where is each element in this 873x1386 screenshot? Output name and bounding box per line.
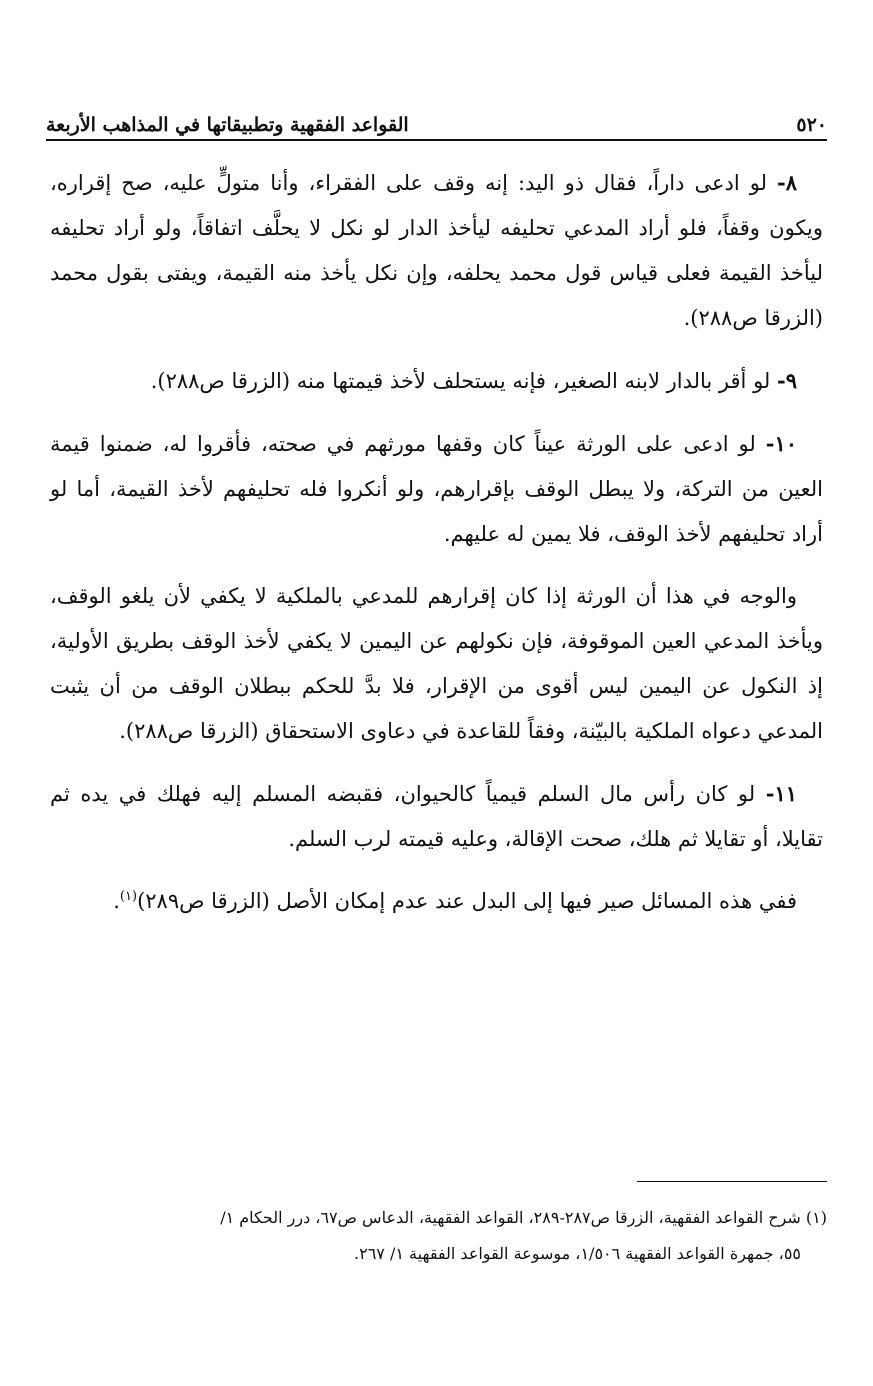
footnote-1 [46,1200,827,1236]
paragraph-9 [50,358,823,404]
paragraph-10 [50,421,823,557]
paragraph-8 [50,160,823,341]
paragraph-text: لو ادعى على الورثة عيناً كان وقفها مورثهم في صحته، فأقروا له، ضمنوا قيمة العين من التركة، ولا يبطل الوقف بإقرارهم، ولو أنكروا فله تحليفهم لأخذ القيمة، أما لو أراد تحليفهم لأخذ الوقف، فلا يمين له عليهم. [50,432,823,546]
page-number: ٥٢٠ [796,114,827,136]
paragraph-explanation [50,574,823,754]
footnote-marker: (١) [805,1208,827,1227]
book-title: القواعد الفقهية وتطبيقاتها في المذاهب الأربعة [46,114,409,136]
paragraph-conclusion [50,879,823,924]
footnote-text: ٥٥، جمهرة القواعد الفقهية ١/٥٠٦، موسوعة القواعد الفقهية ١/ ٢٦٧. [354,1244,801,1263]
paragraph-text: ففي هذه المسائل صير فيها إلى البدل عند عدم إمكان الأصل (الزرقا ص٢٨٩) [137,889,797,913]
footnote-reference[interactable]: (١) [119,889,138,904]
paragraph-text: لو كان رأس مال السلم قيمياً كالحيوان، فقبضه المسلم إليه فهلك في يده ثم تقايلا، أو تقايلا ثم هلك، صحت الإقالة، وعليه قيمته لرب السلم. [50,782,823,851]
paragraph-number: ١٠- [765,431,797,456]
running-header [46,96,827,136]
footnote-text: شرح القواعد الفقهية، الزرقا ص٢٨٧-٢٨٩، القواعد الفقهية، الدعاس ص٦٧، درر الحكام ١/ [220,1208,801,1227]
footnote-divider [637,1181,827,1182]
paragraph-number: ١١- [765,781,797,806]
footnotes [46,1200,827,1272]
paragraph-number: ٩- [777,368,797,393]
paragraph-11 [50,771,823,862]
paragraph-text: لو أقر بالدار لابنه الصغير، فإنه يستحلف لأخذ قيمتها منه (الزرقا ص٢٨٨). [150,369,777,393]
footnote-1-continued [46,1236,827,1272]
paragraph-text: والوجه في هذا أن الورثة إذا كان إقرارهم للمدعي بالملكية لا يكفي لأن يلغو الوقف، ويأخذ المدعي العين الموقوفة، فإن نكولهم عن اليمين لا يكفي لأخذ الوقف بطريق الأولية، إذ النكول عن اليمين ليس أقوى من الإقرار، فلا بدَّ للحكم ببطلان الوقف من أن يثبت المدعي دعواه الملكية بالبيّنة، وفقاً للقاعدة في دعاوى الاستحقاق (الزرقا ص٢٨٨). [50,584,823,743]
header-divider [46,139,827,141]
paragraph-number: ٨- [777,170,797,195]
paragraph-end: . [113,889,120,913]
main-text [50,160,823,941]
paragraph-text: لو ادعى داراً، فقال ذو اليد: إنه وقف على الفقراء، وأنا متولٍّ عليه، صح إقراره، ويكون وقفاً، فلو أراد المدعي تحليفه ليأخذ الدار لو نكل لا يحلَّف اتفاقاً، ولو أراد تحليفه ليأخذ القيمة فعلى قياس قول محمد يحلفه، وإن نكل يأخذ منه القيمة، ويفتى بقول محمد (الزرقا ص٢٨٨). [50,171,823,330]
